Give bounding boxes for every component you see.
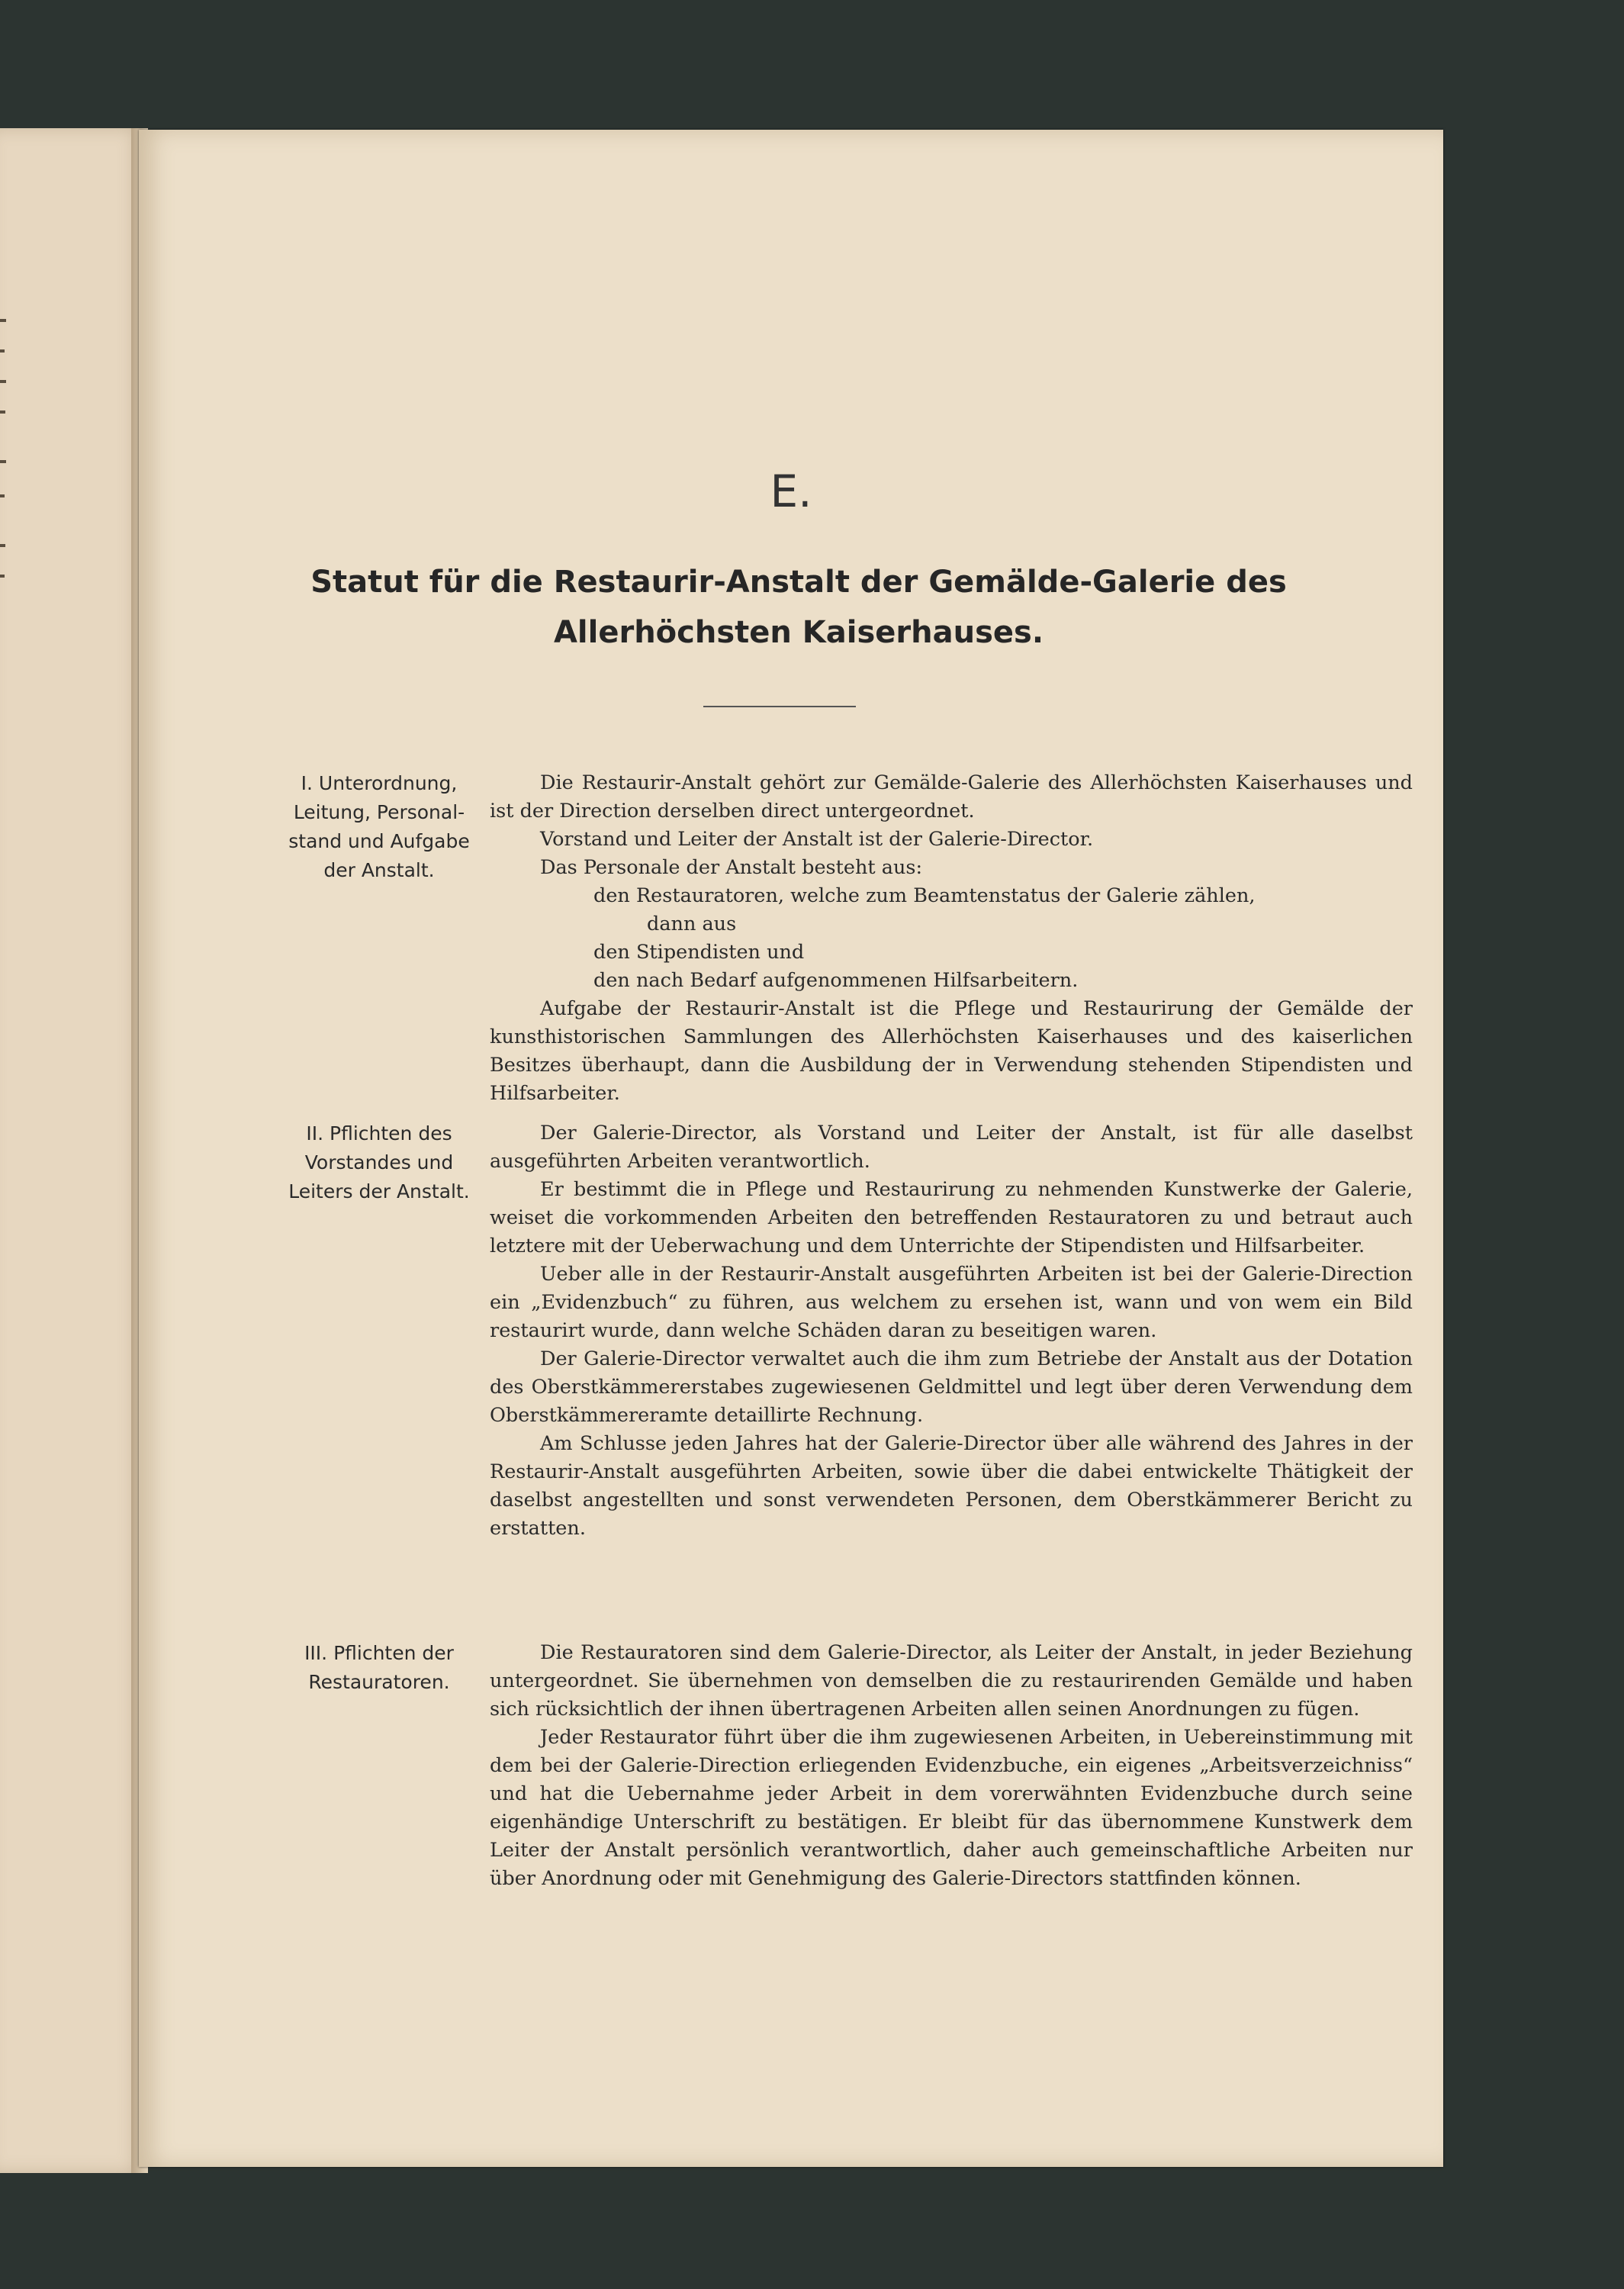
appendix-letter: E. [770,465,812,517]
title-divider [703,706,856,707]
paragraph: Der Galerie-Director, als Vorstand und Leiter der Anstalt, ist für alle daselbst ausgeführten Arbeiten verantwortlich. [490,1122,1413,1173]
list-item: den nach Bedarf aufgenommenen Hilfsarbeitern. [593,969,1079,992]
section-1-margin-label: I. Unterordnung, Leitung, Personal-stand und Aufgabe der Anstalt. [288,772,470,881]
paragraph: Am Schlusse jeden Jahres hat der Galerie-Director über alle während des Jahres in der Restaurir-Anstalt ausgeführten Arbeiten, sowie über die dabei entwickelte Thätigkeit der daselbst angestellten und sonst verwendeten Personen, dem Oberstkämmerer Bericht zu erstatten. [490,1432,1413,1540]
list-item: dann aus [647,913,737,935]
left-page-text-fragments [0,128,23,2173]
paragraph: Die Restauratoren sind dem Galerie-Director, als Leiter der Anstalt, in jeder Beziehung untergeordnet. Sie übernehmen von demselben die zu restaurirenden Gemälde und haben sich rücksichtlich der ihnen übertragenen Arbeiten allen seinen Anordnungen zu fügen. [490,1641,1413,1721]
left-page-edge [0,128,145,2173]
section-1-body [490,769,1413,1108]
paragraph: Die Restaurir-Anstalt gehört zur Gemälde-Galerie des Allerhöchsten Kaiserhauses und ist der Direction derselben direct untergeordnet. [490,771,1413,823]
section-3-body [490,1639,1413,1893]
section-3-margin-label: III. Pflichten der Restauratoren. [304,1642,454,1693]
page-title: Statut für die Restaurir-Anstalt der Gemälde-Galerie des Allerhöchsten Kaiserhauses. [310,565,1287,650]
section-2-body [490,1119,1413,1543]
list-item: den Restauratoren, welche zum Beamtenstatus der Galerie zählen, [593,884,1256,907]
list-item: den Stipendisten und [593,941,805,964]
paragraph: Jeder Restaurator führt über die ihm zugewiesenen Arbeiten, in Uebereinstimmung mit dem bei der Galerie-Direction erliegenden Evidenzbuche, ein eigenes „Arbeitsverzeichniss“ und hat die Uebernahme jeder Arbeit in dem vorerwähnten Evidenzbuche durch seine eigenhändige Unterschrift zu bestätigen. Er bleibt für das übernommene Kunstwerk dem Leiter der Anstalt persönlich verantwortlich, daher auch gemeinschaftliche Arbeiten nur über Anordnung oder mit Genehmigung des Galerie-Directors stattfinden können. [490,1726,1413,1890]
section-2-margin-label: II. Pflichten des Vorstandes und Leiters der Anstalt. [288,1122,470,1202]
document-page [139,130,1443,2167]
paragraph: Aufgabe der Restaurir-Anstalt ist die Pflege und Restaurirung der Gemälde der kunsthistorischen Sammlungen des Allerhöchsten Kaiserhauses und des kaiserlichen Besitzes überhaupt, dann die Ausbildung der in Verwendung stehenden Stipendisten und Hilfsarbeiter. [490,997,1413,1105]
paragraph: Vorstand und Leiter der Anstalt ist der Galerie-Director. [540,828,1094,851]
paragraph: Der Galerie-Director verwaltet auch die ihm zum Betriebe der Anstalt aus der Dotation des Oberstkämmererstabes zugewiesenen Geldmittel und legt über deren Verwendung dem Oberstkämmereramte detaillirte Rechnung. [490,1347,1413,1427]
paragraph: Das Personale der Anstalt besteht aus: [540,856,923,879]
paragraph: Er bestimmt die in Pflege und Restaurirung zu nehmenden Kunstwerke der Galerie, weiset die vorkommenden Arbeiten den betreffenden Restauratoren zu und betraut auch letztere mit der Ueberwachung und dem Unterrichte der Stipendisten und Hilfsarbeiter. [490,1178,1413,1257]
paragraph: Ueber alle in der Restaurir-Anstalt ausgeführten Arbeiten ist bei der Galerie-Direction ein „Evidenzbuch“ zu führen, aus welchem zu ersehen ist, wann und von wem ein Bild restaurirt wurde, dann welche Schäden daran zu beseitigen waren. [490,1263,1413,1342]
